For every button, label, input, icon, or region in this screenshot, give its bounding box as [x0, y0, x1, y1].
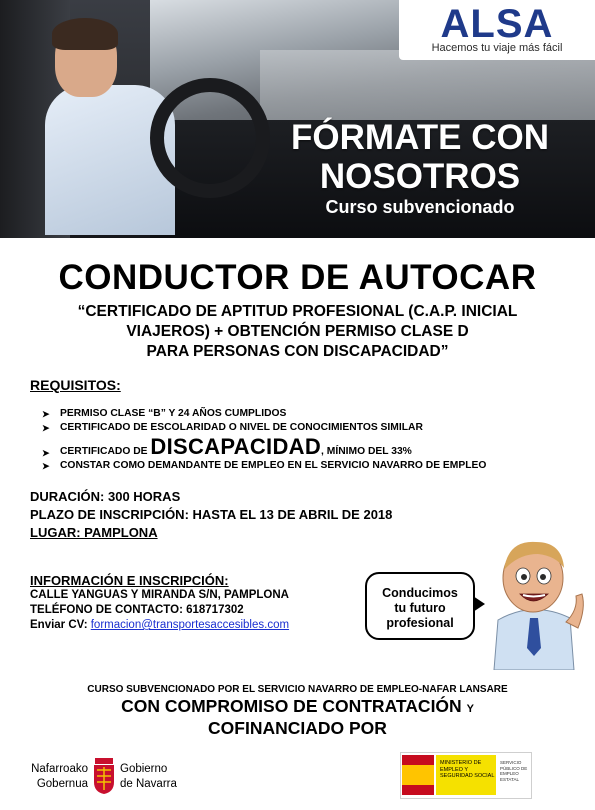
cv-line [30, 619, 289, 631]
navarra-spanish-text [120, 762, 177, 792]
banner-title-line1: FÓRMATE CON [291, 118, 549, 157]
navarra-right-line1: Gobierno [120, 763, 168, 775]
cert-line2: VIAJEROS) + OBTENCIÓN PERMISO CLASE D [126, 323, 469, 340]
email-link[interactable]: formacion@transportesaccesibles.com [90, 619, 290, 631]
banner-subtitle: Curso subvencionado [325, 197, 515, 217]
list-item [42, 407, 572, 421]
requirement-suffix: , MÍNIMO DEL 33% [321, 446, 412, 457]
requirement-text: CONSTAR COMO DEMANDANTE DE EMPLEO EN EL SERVICIO NAVARRO DE EMPLEO [60, 460, 487, 471]
requirement-text: CERTIFICADO DE ESCOLARIDAD O NIVEL DE CONOCIMIENTOS SIMILAR [60, 422, 423, 433]
list-item [42, 435, 572, 459]
hero-banner [0, 0, 595, 238]
banner-title [250, 118, 590, 196]
arrow-bullet-icon: ➤ [42, 461, 50, 471]
arrow-bullet-icon: ➤ [42, 423, 50, 433]
phone-text: TELÉFONO DE CONTACTO: 618717302 [30, 604, 244, 616]
footer-cofinanced-text: COFINANCIADO POR [208, 718, 387, 738]
cv-label: Enviar CV: [30, 619, 88, 631]
address-text: CALLE YANGUAS Y MIRANDA S/N, PAMPLONA [30, 589, 289, 601]
cert-line3: PARA PERSONAS CON DISCAPACIDAD” [146, 343, 449, 360]
course-title: CONDUCTOR DE AUTOCAR [58, 258, 537, 297]
list-item [42, 421, 572, 435]
footer-commitment-text: CON COMPROMISO DE CONTRATACIÓN [121, 696, 462, 716]
alsa-logo [399, 0, 595, 60]
footer-commitment-line [0, 696, 595, 717]
requirement-highlight: DISCAPACIDAD [150, 434, 322, 459]
bubble-line3: profesional [386, 616, 454, 630]
navarra-left-line2: Gobernua [36, 778, 88, 790]
footer-subsidy-text: CURSO SUBVENCIONADO POR EL SERVICIO NAVARRO DE EMPLEO-NAFAR LANSARE [87, 684, 508, 695]
requisitos-heading: REQUISITOS: [30, 377, 121, 393]
arrow-bullet-icon: ➤ [42, 409, 50, 419]
mascot-driver-icon [478, 530, 588, 670]
alsa-logo-tagline: Hacemos tu viaje más fácil [431, 42, 563, 54]
driver-hair-image [52, 18, 118, 50]
sepe-text: SERVICIO PÚBLICO DE EMPLEO ESTATAL [500, 760, 528, 782]
footer-commitment-y: Y [466, 703, 474, 715]
spain-coat-of-arms-icon [402, 755, 434, 795]
navarra-basque-text [30, 762, 88, 792]
bubble-line2: tu futuro [394, 601, 446, 615]
bubble-line1: Conducimos [382, 586, 458, 600]
duration-text: DURACIÓN: 300 HORAS [30, 489, 181, 504]
alsa-logo-name: ALSA [440, 2, 554, 46]
navarra-shield-icon [93, 758, 115, 794]
location-text: LUGAR: PAMPLONA [30, 525, 158, 540]
requirements-list [42, 407, 572, 473]
cert-line1: “CERTIFICADO DE APTITUD PROFESIONAL (C.A.P. INICIAL [77, 303, 518, 320]
speech-bubble [365, 572, 475, 640]
gobierno-navarra-logo [30, 758, 180, 798]
navarra-left-line1: Nafarroako [31, 763, 88, 775]
certificate-description [40, 302, 555, 362]
ministerio-text: MINISTERIO DE EMPLEO Y SEGURIDAD SOCIAL [440, 760, 495, 779]
requirement-text: PERMISO CLASE “B” Y 24 AÑOS CUMPLIDOS [60, 408, 287, 419]
list-item [42, 459, 572, 473]
arrow-bullet-icon: ➤ [42, 448, 50, 458]
banner-title-line2: NOSOTROS [319, 157, 521, 196]
deadline-text: PLAZO DE INSCRIPCIÓN: HASTA EL 13 DE ABRIL DE 2018 [30, 507, 393, 522]
requirement-prefix: CERTIFICADO DE [60, 446, 151, 457]
info-heading: INFORMACIÓN E INSCRIPCIÓN: [30, 573, 229, 588]
navarra-right-line2: de Navarra [120, 778, 177, 790]
